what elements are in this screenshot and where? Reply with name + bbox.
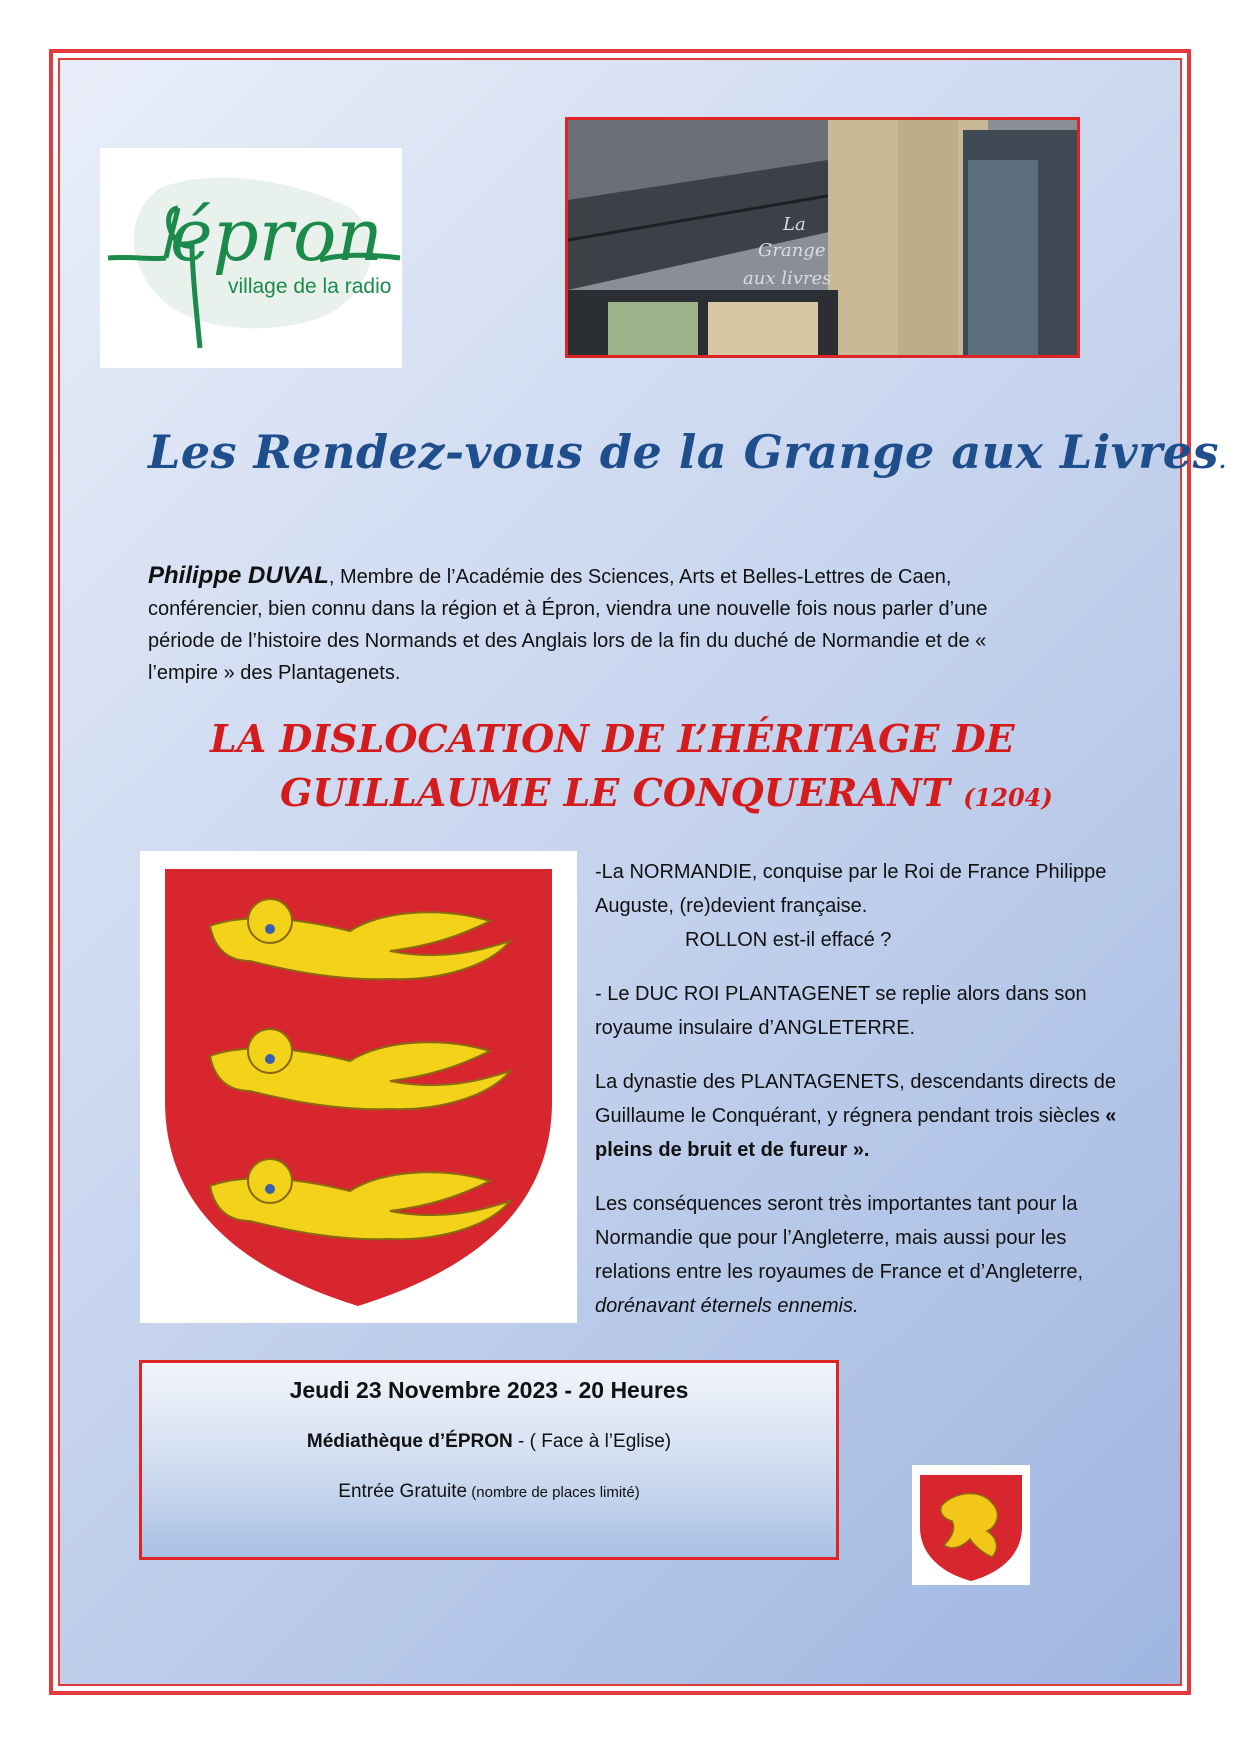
normandy-lion-shield-icon bbox=[912, 1465, 1030, 1585]
event-entry-note: (nombre de places limité) bbox=[467, 1484, 640, 1501]
point-rollon: ROLLON est-il effacé ? bbox=[685, 929, 892, 951]
photo-sign-line-3: aux livres bbox=[743, 268, 832, 289]
event-venue bbox=[142, 1431, 836, 1453]
logo-tagline: village de la radio bbox=[228, 275, 392, 298]
speaker-name: Philippe DUVAL bbox=[148, 562, 329, 589]
headline-year: (1204) bbox=[963, 783, 1053, 812]
photo-sign-line-2: Grange bbox=[758, 240, 826, 261]
page-title-text: Les Rendez-vous de la Grange aux Livres bbox=[148, 425, 1219, 479]
england-coat-of-arms bbox=[140, 851, 577, 1323]
building-photo-graphic bbox=[568, 120, 1077, 355]
point-dynastie bbox=[595, 1065, 1135, 1167]
logo-brand: épron bbox=[170, 193, 383, 277]
grange-photo bbox=[565, 117, 1080, 358]
headline-line-2-text: GUILLAUME LE CONQUERANT bbox=[280, 770, 950, 815]
point-consequences bbox=[595, 1187, 1135, 1323]
event-details-box bbox=[139, 1360, 839, 1560]
photo-sign-line-1: La bbox=[783, 214, 806, 235]
three-lions-shield-icon bbox=[140, 851, 577, 1323]
intro-paragraph bbox=[148, 560, 1008, 689]
point-dynastie-text: La dynastie des PLANTAGENETS, descendants directs de Guillaume le Conquérant, y régnera pendant trois siècles bbox=[595, 1071, 1117, 1127]
normandy-coat-of-arms bbox=[912, 1465, 1030, 1585]
lecture-headline bbox=[210, 712, 1110, 825]
event-venue-note: - ( Face à l’Eglise) bbox=[512, 1431, 672, 1452]
epron-logo bbox=[100, 148, 402, 368]
point-normandie bbox=[595, 855, 1135, 957]
event-date: Jeudi 23 Novembre 2023 - 20 Heures bbox=[289, 1377, 689, 1403]
lecture-points bbox=[595, 855, 1135, 1343]
headline-line-2 bbox=[210, 766, 1110, 825]
point-plantagenet: - Le DUC ROI PLANTAGENET se replie alors dans son royaume insulaire d’ANGLETERRE. bbox=[595, 983, 1087, 1039]
page-title bbox=[148, 425, 1227, 479]
event-venue-name: Médiathèque d’ÉPRON bbox=[306, 1431, 513, 1452]
point-normandie-text: -La NORMANDIE, conquise par le Roi de France Philippe Auguste, (re)devient française. bbox=[595, 861, 1107, 917]
event-entry-text: Entrée Gratuite bbox=[338, 1481, 468, 1502]
intro-text: , Membre de l’Académie des Sciences, Arts et Belles-Lettres de Caen, conférencier, bien connu dans la région et à Épron, viendra une nouvelle fois nous parler d’une période de l’histoire des Normands et des Anglais lors de la fin du duché de Normandie et de « l’empire » des Plantagenets. bbox=[148, 566, 988, 684]
point-consequences-italic: dorénavant éternels ennemis. bbox=[595, 1295, 859, 1317]
page-title-suffix: . bbox=[1218, 449, 1227, 473]
epron-logo-graphic bbox=[100, 148, 402, 368]
point-consequences-text: Les conséquences seront très importantes tant pour la Normandie que pour l’Angleterre, mais aussi pour les relations entre les royaumes de France et d’Angleterre, bbox=[595, 1193, 1084, 1283]
event-entry bbox=[142, 1481, 836, 1503]
point-dynastie-quote: « pleins de bruit et de fureur ». bbox=[595, 1105, 1117, 1161]
headline-line-1: LA DISLOCATION DE L’HÉRITAGE DE bbox=[210, 716, 1015, 761]
